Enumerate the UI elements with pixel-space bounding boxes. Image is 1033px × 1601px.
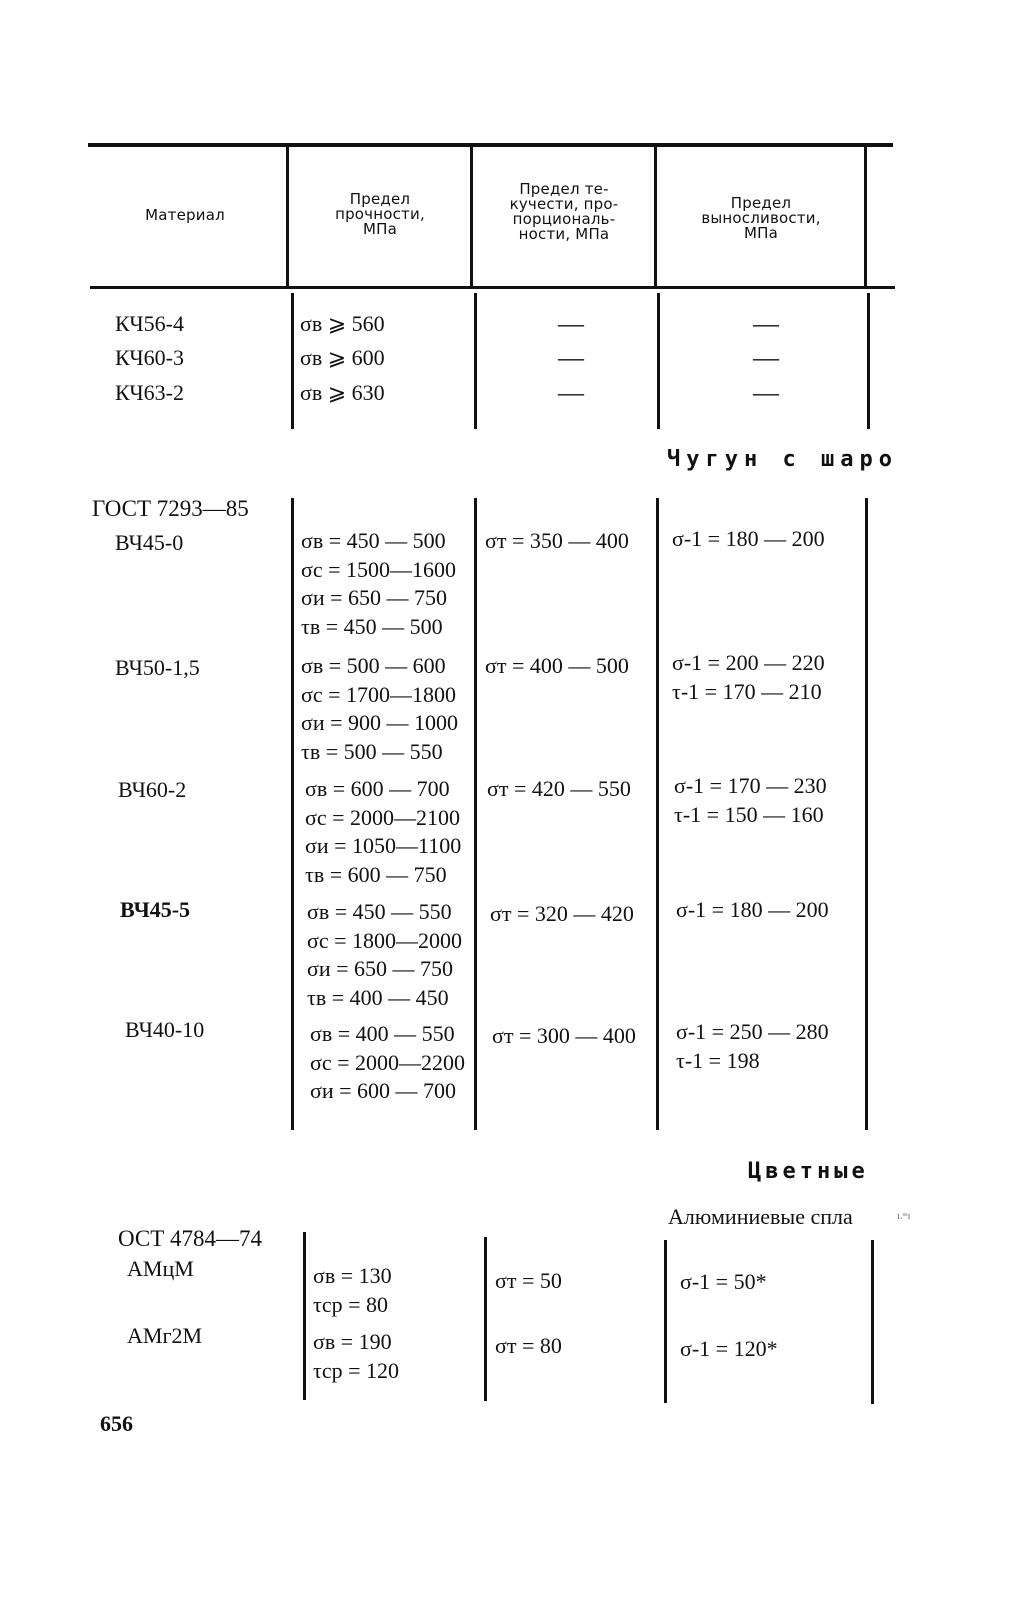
section-title-nodular: Чугун с шаро bbox=[667, 447, 898, 472]
nonferrous-yield-2: σт = 80 bbox=[495, 1333, 562, 1358]
nodular-divider-2 bbox=[474, 498, 477, 1130]
header-divider-1 bbox=[286, 147, 289, 286]
nodular-endurance-2: σ-1 = 200 — 220 τ-1 = 170 — 210 bbox=[672, 650, 825, 704]
malleable-yield-1: — bbox=[558, 309, 584, 338]
header-endurance: Предел выносливости, МПа bbox=[701, 194, 821, 242]
nodular-strength-3: σв = 600 — 700 σс = 2000—2100 σи = 1050—1100 τв = 600 — 750 bbox=[305, 776, 462, 887]
nonferrous-divider-3 bbox=[664, 1240, 667, 1403]
header-divider-4 bbox=[864, 147, 867, 286]
page-number: 656 bbox=[100, 1411, 133, 1436]
malleable-endurance-2: — bbox=[753, 343, 779, 372]
nonferrous-strength-2: σв = 190 τср = 120 bbox=[313, 1329, 400, 1383]
nodular-strength-4: σв = 450 — 550 σс = 1800—2000 σи = 650 — 750 τв = 400 — 450 bbox=[307, 899, 463, 1010]
malleable-strength-1: σв ⩾ 560 bbox=[300, 311, 385, 336]
malleable-material-3: КЧ63-2 bbox=[115, 380, 185, 405]
malleable-divider-1 bbox=[291, 293, 294, 429]
nonferrous-yield-1: σт = 50 bbox=[495, 1268, 562, 1293]
nodular-material-2: ВЧ50-1,5 bbox=[115, 655, 200, 680]
section-title-nonferrous: Цветные bbox=[748, 1159, 869, 1184]
nodular-divider-4 bbox=[865, 498, 868, 1130]
header-divider-2 bbox=[470, 147, 473, 286]
header-divider-3 bbox=[654, 147, 657, 286]
nonferrous-endurance-2: σ-1 = 120* bbox=[680, 1336, 778, 1361]
malleable-material-2: КЧ60-3 bbox=[115, 345, 185, 370]
malleable-endurance-1: — bbox=[753, 309, 779, 338]
nodular-divider-3 bbox=[656, 498, 659, 1130]
nonferrous-endurance-1: σ-1 = 50* bbox=[680, 1269, 767, 1294]
nonferrous-divider-1 bbox=[303, 1232, 306, 1400]
nodular-material-1: ВЧ45-0 bbox=[115, 530, 184, 555]
malleable-endurance-3: — bbox=[753, 378, 779, 407]
malleable-divider-3 bbox=[657, 293, 660, 429]
standard-gost: ГОСТ 7293—85 bbox=[92, 496, 249, 521]
malleable-yield-2: — bbox=[558, 343, 584, 372]
nonferrous-strength-1: σв = 130 τср = 80 bbox=[313, 1263, 392, 1317]
nodular-yield-2: σт = 400 — 500 bbox=[485, 653, 629, 678]
nodular-yield-3: σт = 420 — 550 bbox=[487, 776, 631, 801]
nodular-endurance-1: σ-1 = 180 — 200 bbox=[672, 526, 825, 551]
nodular-material-4: ВЧ45-5 bbox=[120, 897, 191, 922]
malleable-divider-2 bbox=[474, 293, 477, 429]
malleable-strength-2: σв ⩾ 600 bbox=[300, 345, 385, 370]
nodular-endurance-4: σ-1 = 180 — 200 bbox=[676, 897, 829, 922]
nodular-yield-4: σт = 320 — 420 bbox=[490, 901, 634, 926]
malleable-yield-3: — bbox=[558, 378, 584, 407]
header-material: Материал bbox=[145, 206, 225, 224]
nodular-endurance-5: σ-1 = 250 — 280 τ-1 = 198 bbox=[676, 1019, 829, 1073]
nodular-yield-1: σт = 350 — 400 bbox=[485, 528, 629, 553]
malleable-strength-3: σв ⩾ 630 bbox=[300, 380, 385, 405]
header-yield: Предел те- кучести, про- порциональ- ности, МПа bbox=[509, 180, 619, 243]
nodular-strength-5: σв = 400 — 550 σс = 2000—2200 σи = 600 — 700 bbox=[310, 1021, 466, 1103]
header-strength: Предел прочности, МПа bbox=[335, 190, 425, 238]
nodular-material-5: ВЧ40-10 bbox=[125, 1017, 205, 1042]
nonferrous-material-1: АМцМ bbox=[127, 1256, 194, 1281]
nodular-yield-5: σт = 300 — 400 bbox=[492, 1023, 636, 1048]
subsection-title-aluminium: Алюминиевые спла bbox=[668, 1204, 853, 1229]
nonferrous-divider-4 bbox=[871, 1240, 874, 1404]
nodular-endurance-3: σ-1 = 170 — 230 τ-1 = 150 — 160 bbox=[674, 773, 827, 827]
nodular-strength-2: σв = 500 — 600 σс = 1700—1800 σи = 900 — 1000 τв = 500 — 550 bbox=[301, 653, 459, 764]
nodular-divider-1 bbox=[291, 498, 294, 1130]
header-bottom-rule bbox=[90, 286, 895, 289]
nonferrous-divider-2 bbox=[484, 1237, 487, 1401]
nodular-material-3: ВЧ60-2 bbox=[118, 777, 187, 802]
margin-mark: ı.ˢˢı bbox=[897, 1210, 911, 1222]
nonferrous-material-2: АМг2М bbox=[127, 1323, 203, 1348]
nodular-strength-1: σв = 450 — 500 σс = 1500—1600 σи = 650 — 750 τв = 450 — 500 bbox=[301, 528, 457, 639]
table-top-rule bbox=[88, 143, 893, 147]
standard-ost: ОСТ 4784—74 bbox=[118, 1226, 263, 1251]
malleable-material-1: КЧ56-4 bbox=[115, 311, 185, 336]
malleable-divider-4 bbox=[867, 293, 870, 429]
